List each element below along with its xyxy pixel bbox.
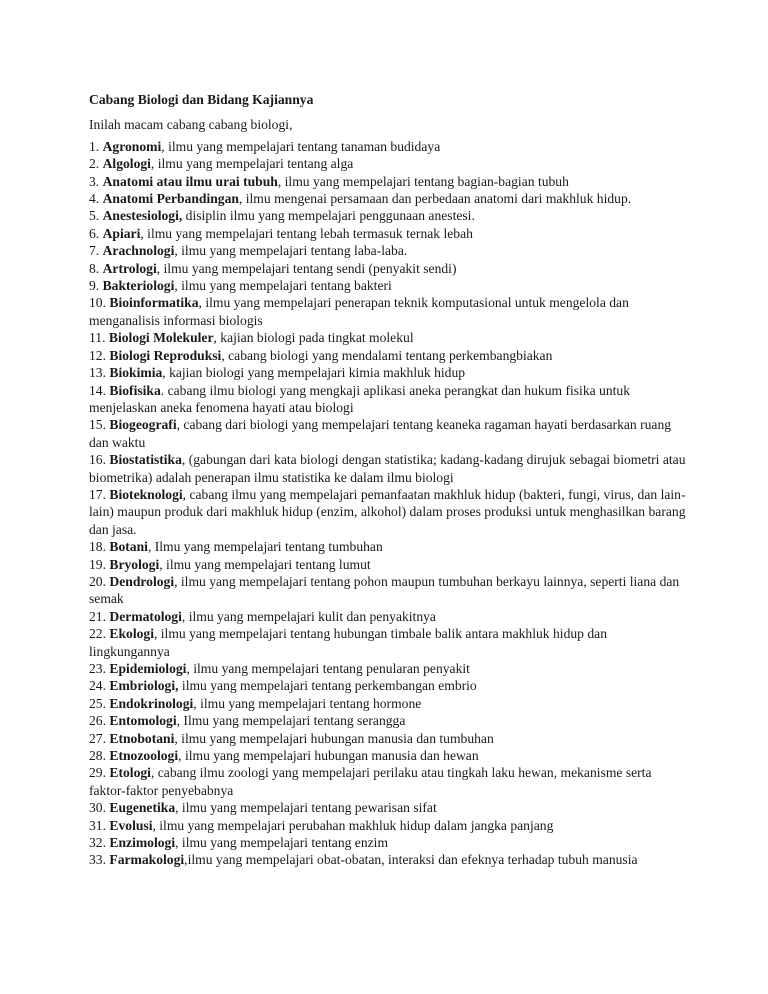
item-term: Biologi Reproduksi — [109, 347, 222, 363]
list-item — [89, 486, 689, 538]
item-number: 24. — [89, 678, 106, 694]
list-item — [89, 329, 689, 346]
item-description: , ilmu yang mempelajari tentang sendi (penyakit sendi) — [156, 260, 457, 276]
item-description: , cabang biologi yang mendalami tentang perkembangbiakan — [221, 347, 553, 363]
item-description: , ilmu yang mempelajari perubahan makhluk hidup dalam jangka panjang — [152, 817, 554, 833]
list-item — [89, 712, 689, 729]
item-description: , ilmu yang mempelajari tentang laba-laba. — [174, 243, 408, 259]
item-number: 5. — [89, 208, 100, 224]
item-term: Anatomi atau ilmu urai tubuh — [102, 173, 278, 189]
item-description: , ilmu yang mempelajari tentang lebah termasuk ternak lebah — [140, 225, 473, 241]
list-item — [89, 382, 689, 417]
item-description: . cabang ilmu biologi yang mengkaji aplikasi aneka perangkat dan hukum fisika untuk menjelaskan aneka fenomena hayati atau biologi — [89, 382, 631, 415]
item-number: 28. — [89, 748, 106, 764]
item-number: 10. — [89, 295, 106, 311]
item-number: 18. — [89, 539, 106, 555]
item-term: Biostatistika — [109, 452, 182, 468]
list-item — [89, 190, 689, 207]
item-description: , ilmu yang mempelajari tentang alga — [150, 156, 354, 172]
branch-list — [89, 138, 689, 869]
list-item — [89, 573, 689, 608]
item-description: , Ilmu yang mempelajari tentang serangga — [176, 713, 406, 729]
item-number: 7. — [89, 243, 100, 259]
document-title: Cabang Biologi dan Bidang Kajiannya — [89, 92, 314, 107]
item-number: 8. — [89, 260, 100, 276]
item-number: 1. — [89, 138, 100, 154]
item-description: , kajian biologi pada tingkat molekul — [213, 330, 414, 346]
item-term: Epidemiologi — [109, 661, 187, 676]
item-term: Eugenetika — [109, 800, 176, 816]
item-term: Bakteriologi — [102, 278, 175, 294]
list-item — [89, 225, 689, 242]
list-item — [89, 764, 689, 799]
item-term: Dermatologi — [109, 608, 182, 624]
item-number: 19. — [89, 556, 106, 572]
item-number: 9. — [89, 278, 100, 294]
item-term: Biokimia — [109, 365, 163, 381]
item-term: Bioinformatika — [109, 295, 199, 311]
item-term: Ekologi — [109, 626, 154, 642]
item-number: 6. — [89, 225, 100, 241]
item-description: , ilmu yang mempelajari tentang enzim — [175, 835, 389, 851]
item-term: Etnobotani — [109, 730, 175, 746]
item-description: , ilmu yang mempelajari tentang tanaman budidaya — [161, 138, 441, 154]
item-description: , (gabungan dari kata biologi dengan statistika; kadang-kadang dirujuk sebagai biometri atau biometrika) adalah penerapan ilmu statistika ke dalam ilmu biologi — [89, 452, 686, 485]
item-number: 29. — [89, 765, 106, 781]
item-description: , cabang ilmu yang mempelajari pemanfaatan makhluk hidup (bakteri, fungi, virus, dan lain-lain) maupun produk dari makhluk hidup (enzim, alkohol) dalam proses produksi untuk menghasilkan barang dan jasa. — [89, 486, 686, 537]
item-number: 12. — [89, 347, 106, 363]
list-item — [89, 451, 689, 486]
list-item — [89, 207, 689, 224]
list-item — [89, 347, 689, 364]
item-description: , ilmu yang mempelajari kulit dan penyakitnya — [181, 608, 436, 624]
item-description: , ilmu mengenai persamaan dan perbedaan anatomi dari makhluk hidup. — [238, 191, 632, 207]
list-item — [89, 538, 689, 555]
item-description: , cabang ilmu zoologi yang mempelajari perilaku atau tingkah laku hewan, mekanisme serta faktor-faktor penyebabnya — [89, 765, 652, 798]
item-term: Enzimologi — [109, 835, 176, 851]
item-number: 17. — [89, 486, 106, 502]
item-number: 3. — [89, 173, 100, 189]
item-description: , ilmu yang mempelajari tentang hubungan timbale balik antara makhluk hidup dan lingkungannya — [89, 626, 607, 659]
item-number: 2. — [89, 156, 100, 172]
list-item — [89, 242, 689, 259]
item-description: , ilmu yang mempelajari hubungan manusia dan tumbuhan — [174, 730, 494, 746]
item-number: 27. — [89, 730, 106, 746]
list-item — [89, 155, 689, 172]
item-number: 11. — [89, 330, 106, 346]
item-term: Botani — [109, 539, 148, 555]
document-page — [89, 91, 689, 869]
item-description: , kajian biologi yang mempelajari kimia makhluk hidup — [162, 365, 466, 381]
item-description: , ilmu yang mempelajari tentang penularan penyakit — [186, 661, 470, 676]
item-term: Apiari — [102, 225, 141, 241]
item-number: 23. — [89, 661, 106, 676]
item-number: 20. — [89, 573, 106, 589]
item-description: , Ilmu yang mempelajari tentang tumbuhan — [147, 539, 383, 555]
item-term: Anestesiologi, — [102, 208, 183, 224]
list-item — [89, 294, 689, 329]
list-item — [89, 677, 689, 694]
item-description: , ilmu yang mempelajari tentang bakteri — [174, 278, 392, 294]
item-term: Agronomi — [102, 138, 162, 154]
item-number: 26. — [89, 713, 106, 729]
item-term: Endokrinologi — [109, 695, 194, 711]
item-description: , ilmu yang mempelajari tentang lumut — [159, 556, 371, 572]
item-number: 31. — [89, 817, 106, 833]
item-term: Anatomi Perbandingan — [102, 191, 239, 207]
item-number: 33. — [89, 852, 106, 868]
list-item — [89, 138, 689, 155]
list-item — [89, 608, 689, 625]
list-item — [89, 851, 689, 868]
list-item — [89, 730, 689, 747]
list-item — [89, 416, 689, 451]
item-number: 15. — [89, 417, 106, 433]
item-number: 30. — [89, 800, 106, 816]
item-term: Artrologi — [102, 260, 157, 276]
list-item — [89, 695, 689, 712]
list-item — [89, 817, 689, 834]
item-description: , ilmu yang mempelajari hubungan manusia dan hewan — [178, 748, 479, 764]
intro-text: Inilah macam cabang cabang biologi, — [89, 117, 293, 133]
item-term: Etologi — [109, 765, 151, 781]
item-description: ,ilmu yang mempelajari obat-obatan, interaksi dan efeknya terhadap tubuh manusia — [184, 852, 638, 868]
list-item — [89, 260, 689, 277]
item-term: Bioteknologi — [109, 486, 183, 502]
list-item — [89, 173, 689, 190]
item-term: Biologi Molekuler — [108, 330, 214, 346]
list-item — [89, 799, 689, 816]
item-term: Arachnologi — [102, 243, 175, 259]
item-description: , cabang dari biologi yang mempelajari tentang keaneka ragaman hayati berdasarkan ruang dan waktu — [89, 417, 672, 450]
item-term: Embriologi, — [109, 678, 179, 694]
item-term: Algologi — [102, 156, 151, 172]
item-description: ilmu yang mempelajari tentang perkembangan embrio — [178, 678, 477, 694]
list-item — [89, 556, 689, 573]
item-term: Biofisika — [109, 382, 161, 398]
list-item — [89, 660, 689, 677]
item-term: Bryologi — [109, 556, 160, 572]
item-term: Etnozoologi — [109, 748, 179, 764]
item-number: 25. — [89, 695, 106, 711]
list-item — [89, 834, 689, 851]
item-number: 4. — [89, 191, 100, 207]
item-number: 13. — [89, 365, 106, 381]
item-number: 32. — [89, 835, 106, 851]
list-item — [89, 747, 689, 764]
item-term: Biogeografi — [109, 417, 177, 433]
list-item — [89, 625, 689, 660]
item-term: Farmakologi — [109, 852, 185, 868]
list-item — [89, 277, 689, 294]
item-term: Evolusi — [109, 817, 153, 833]
item-description: , ilmu yang mempelajari penerapan teknik komputasional untuk mengelola dan menganalisis informasi biologis — [89, 295, 629, 328]
item-term: Entomologi — [109, 713, 177, 729]
item-number: 16. — [89, 452, 106, 468]
item-description: , ilmu yang mempelajari tentang bagian-bagian tubuh — [277, 173, 569, 189]
item-term: Dendrologi — [109, 573, 175, 589]
item-number: 14. — [89, 382, 106, 398]
item-description: , ilmu yang mempelajari tentang pewarisan sifat — [175, 800, 437, 816]
item-description: , ilmu yang mempelajari tentang hormone — [193, 695, 422, 711]
item-number: 21. — [89, 608, 106, 624]
item-number: 22. — [89, 626, 106, 642]
item-description: disiplin ilmu yang mempelajari penggunaan anestesi. — [182, 208, 475, 224]
list-item — [89, 364, 689, 381]
item-description: , ilmu yang mempelajari tentang pohon maupun tumbuhan berkayu lainnya, seperti liana dan semak — [89, 573, 680, 607]
